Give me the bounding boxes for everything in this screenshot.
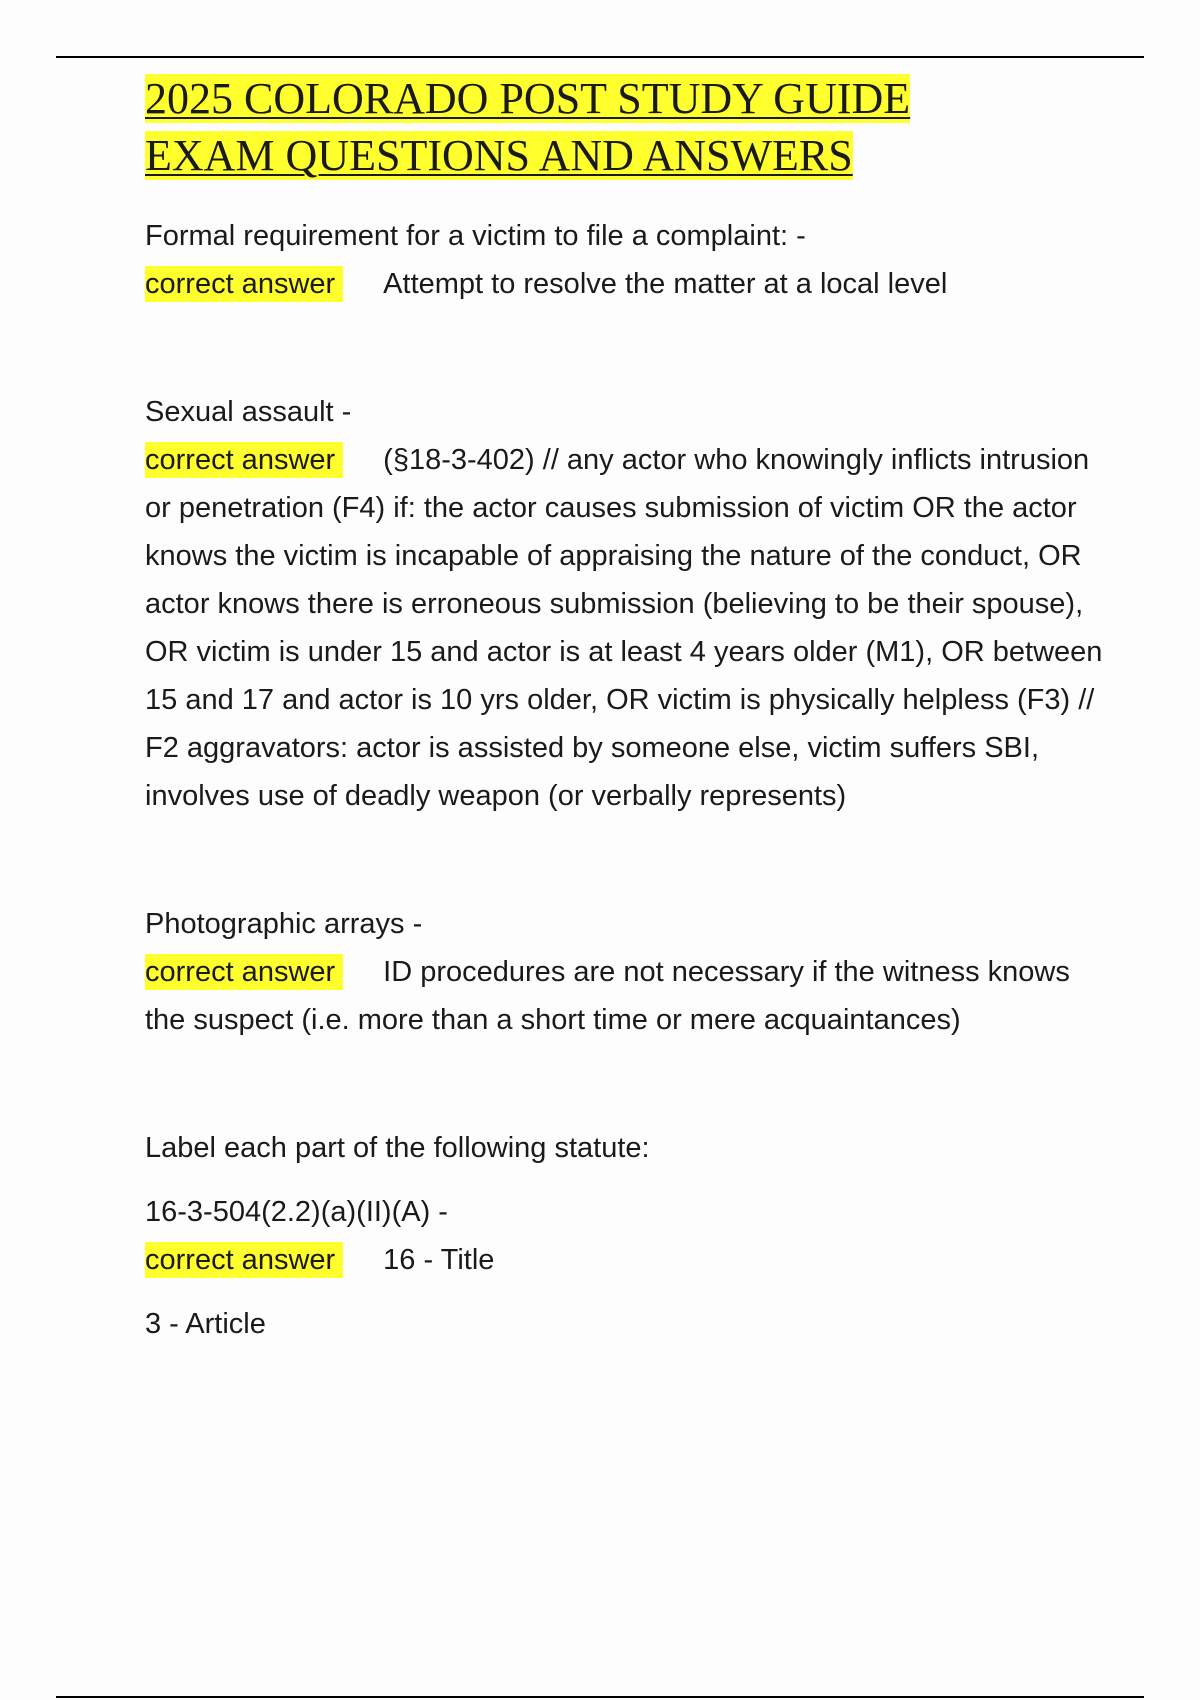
question-text: Formal requirement for a victim to file a complaint: - [145,220,806,252]
answer-block [145,260,1105,308]
answer-block [145,436,1105,820]
statute-answer-article: 3 - Article [145,1308,266,1340]
correct-answer-label: correct answer [145,442,343,478]
title-line-1: 2025 COLORADO POST STUDY GUIDE [145,74,911,123]
statute-intro: Label each part of the following statute: [145,1132,650,1164]
question-text: Photographic arrays - [145,908,423,940]
document-title [145,70,1105,184]
answer-text: (§18-3-402) // any actor who knowingly inflicts intrusion or penetration (F4) if: the actor causes submission of victim OR the actor knows the victim is incapable of appraising the nature of the conduct, OR actor knows there is erroneous submission (believing to be their spouse), OR victim is under 15 and actor is at least 4 years older (M1), OR between 15 and 17 and actor is 10 yrs older, OR victim is physically helpless (F3) // F2 aggravators: actor is assisted by someone else, victim suffers SBI, involves use of deadly weapon (or verbally represents) [145,444,1103,812]
answer-block [145,1236,1105,1284]
bottom-rule [56,1696,1144,1698]
correct-answer-label: correct answer [145,266,343,302]
correct-answer-label: correct answer [145,1242,343,1278]
statute-answer-title: 16 - Title [383,1244,495,1276]
question-text: Sexual assault - [145,396,352,428]
answer-text: ID procedures are not necessary if the witness knows the suspect (i.e. more than a short time or mere acquaintances) [145,956,1070,1036]
answer-block [145,948,1105,1044]
statute-item [145,1124,1105,1348]
qa-item [145,388,1105,820]
statute-question: 16-3-504(2.2)(a)(II)(A) - [145,1196,448,1228]
document-body [145,70,1105,1348]
correct-answer-label: correct answer [145,954,343,990]
qa-item [145,900,1105,1044]
title-line-2: EXAM QUESTIONS AND ANSWERS [145,131,853,180]
top-rule [56,56,1144,58]
answer-text: Attempt to resolve the matter at a local level [383,268,948,300]
qa-item [145,212,1105,308]
